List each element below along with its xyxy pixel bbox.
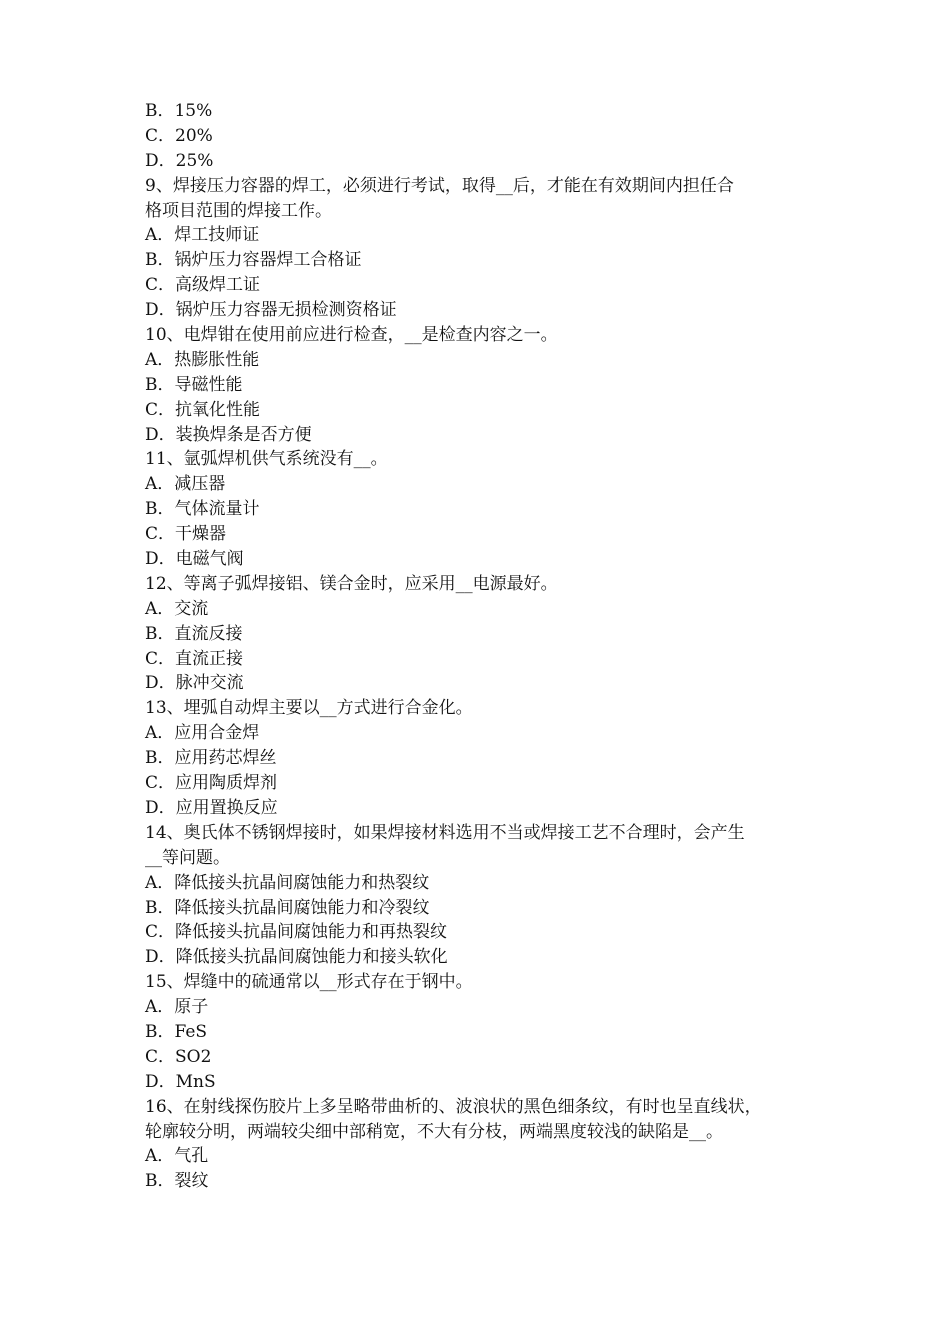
option-line: D．MnS xyxy=(145,1071,216,1092)
question-line: 13、埋弧自动焊主要以__方式进行合金化。 xyxy=(145,698,473,719)
option-line: D．应用置换反应 xyxy=(145,797,278,818)
option-line: A．气孔 xyxy=(145,1146,209,1167)
option-line: C．干燥器 xyxy=(145,524,227,545)
question-line: 14、奥氏体不锈钢焊接时，如果焊接材料选用不当或焊接工艺不合理时，会产生 xyxy=(145,822,745,843)
option-line: A．焊工技师证 xyxy=(145,225,260,246)
question-line: 11、氩弧焊机供气系统没有__。 xyxy=(145,449,388,470)
option-line: C．应用陶质焊剂 xyxy=(145,773,278,794)
option-line: D．脉冲交流 xyxy=(145,673,244,694)
document-page xyxy=(145,99,815,1194)
option-line: B．裂纹 xyxy=(145,1171,209,1192)
option-line: A．原子 xyxy=(145,997,209,1018)
option-line: C．降低接头抗晶间腐蚀能力和再热裂纹 xyxy=(145,922,448,943)
question-line: 12、等离子弧焊接铝、镁合金时，应采用__电源最好。 xyxy=(145,573,558,594)
option-line: A．应用合金焊 xyxy=(145,723,260,744)
option-line: D．电磁气阀 xyxy=(145,549,244,570)
option-line: A．减压器 xyxy=(145,474,226,495)
option-line: C．20% xyxy=(145,125,213,146)
option-line: B．锅炉压力容器焊工合格证 xyxy=(145,250,362,271)
option-line: D．锅炉压力容器无损检测资格证 xyxy=(145,300,397,321)
option-line: A．交流 xyxy=(145,598,209,619)
option-line: D．25% xyxy=(145,150,214,171)
question-line: 15、焊缝中的硫通常以__形式存在于钢中。 xyxy=(145,972,473,993)
option-line: A．降低接头抗晶间腐蚀能力和热裂纹 xyxy=(145,872,430,893)
option-line: B．降低接头抗晶间腐蚀能力和冷裂纹 xyxy=(145,897,430,918)
question-line: 轮廓较分明，两端较尖细中部稍宽，不大有分枝，两端黑度较浅的缺陷是__。 xyxy=(145,1121,723,1142)
option-line: C．直流正接 xyxy=(145,648,244,669)
question-line: 9、焊接压力容器的焊工，必须进行考试，取得__后，才能在有效期间内担任合 xyxy=(145,175,734,196)
option-line: D．装换焊条是否方便 xyxy=(145,424,312,445)
option-line: B．直流反接 xyxy=(145,623,243,644)
option-line: B．15% xyxy=(145,101,213,121)
question-line: 10、电焊钳在使用前应进行检查，__是检查内容之一。 xyxy=(145,325,558,346)
option-line: C．抗氧化性能 xyxy=(145,399,261,420)
option-line: B．应用药芯焊丝 xyxy=(145,748,277,769)
option-line: D．降低接头抗晶间腐蚀能力和接头软化 xyxy=(145,947,448,968)
option-line: B．FeS xyxy=(145,1021,208,1042)
option-line: C．高级焊工证 xyxy=(145,275,261,296)
question-line: __等问题。 xyxy=(145,847,230,868)
option-line: B．导磁性能 xyxy=(145,374,243,395)
question-line: 16、在射线探伤胶片上多呈略带曲析的、波浪状的黑色细条纹，有时也呈直线状， xyxy=(145,1096,762,1117)
question-line: 格项目范围的焊接工作。 xyxy=(145,200,332,221)
option-line: C．SO2 xyxy=(145,1046,212,1067)
option-line: A．热膨胀性能 xyxy=(145,349,260,370)
option-line: B．气体流量计 xyxy=(145,499,260,520)
